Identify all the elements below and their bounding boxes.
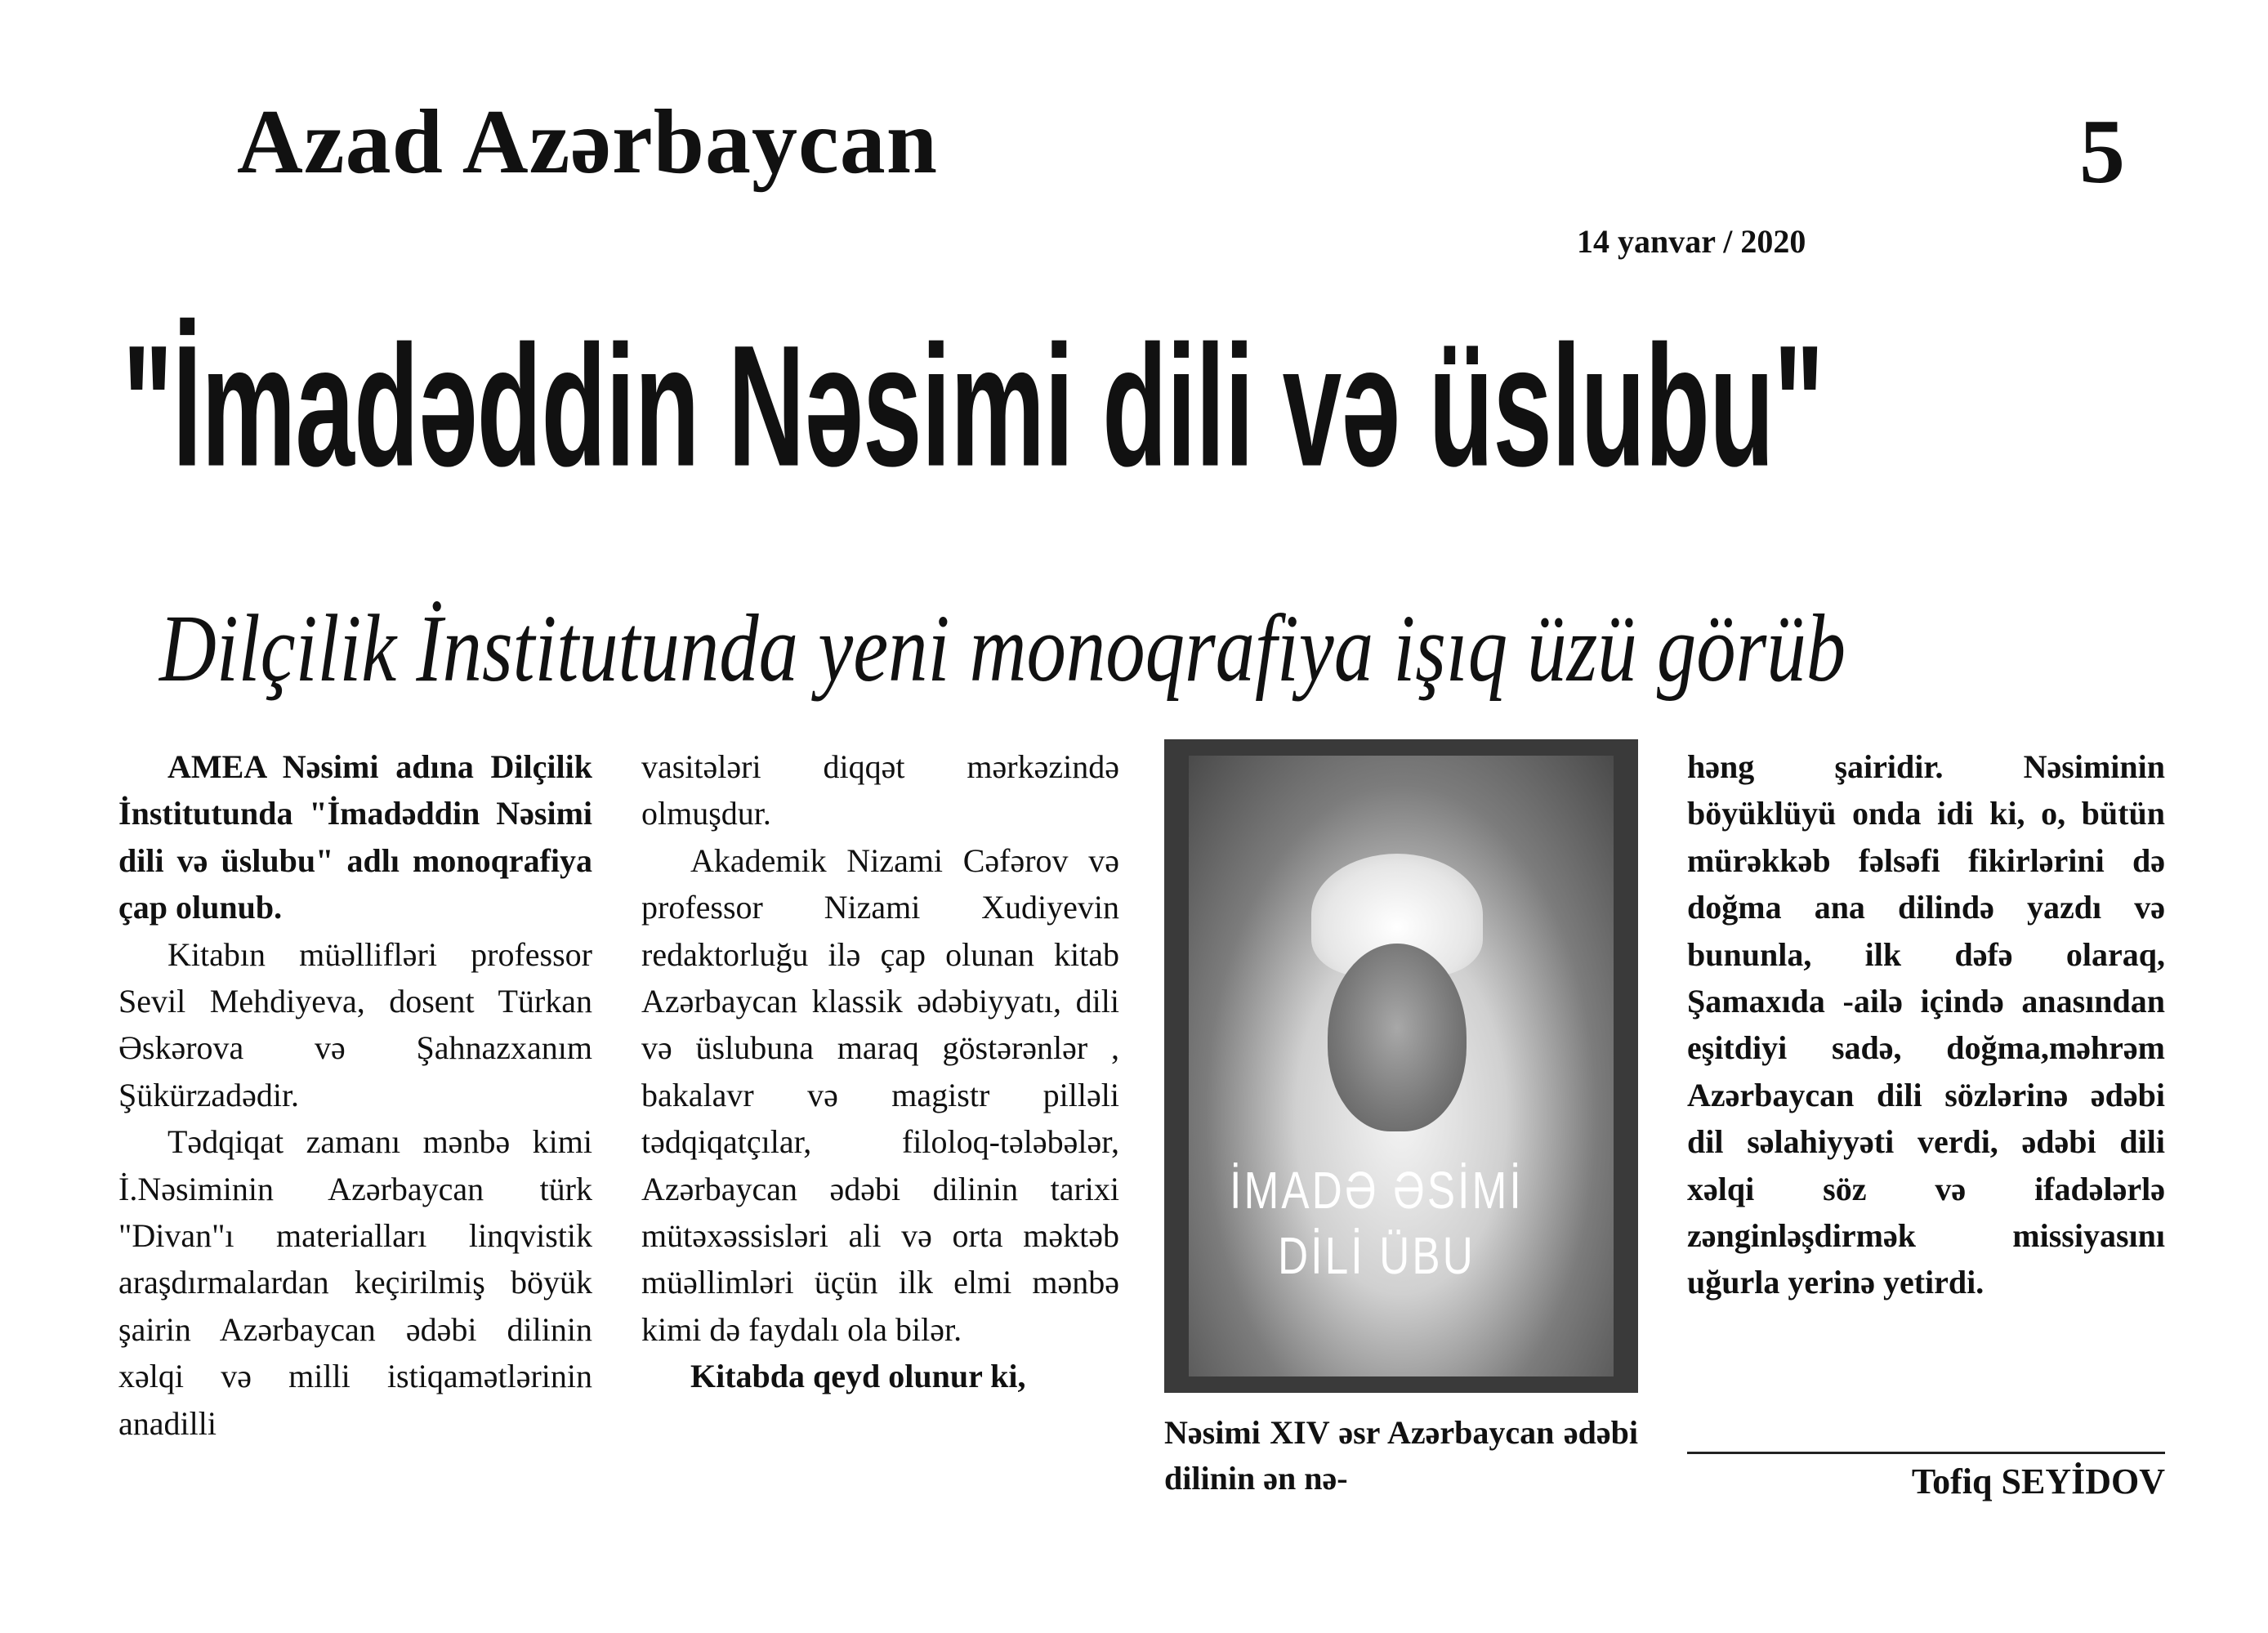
body-paragraph: Kitabda qeyd olunur ki,	[690, 1358, 1026, 1395]
signature-rule	[1687, 1452, 2165, 1454]
body-paragraph: vasitələri diqqət mərkəzində olmuşdur.	[641, 748, 1119, 832]
article-column-4	[1687, 743, 2165, 1306]
body-paragraph: Kitabın müəllifləri professor Sevil Mehdiyeva, dosent Türkan Əskərova və Şahnazxanım Şükürzadədir.	[118, 935, 592, 1113]
author-signature: Tofiq SEYİDOV	[1911, 1461, 2165, 1501]
body-paragraph: Akademik Nizami Cəfərov və professor Nizami Xudiyevin redaktorluğu ilə çap olunan kitab Azərbaycan klassik ədəbiyyatı, dili və üslubuna maraq göstərənlər , bakalavr və magistr pilləli tədqiqatçılar, filoloq-tələbələr, Azərbaycan ədəbi dilinin tarixi mütəxəssisləri ali və orta məktəb müəllimləri üçün ilk elmi mənbə kimi də faydalı ola bilər.	[641, 841, 1119, 1348]
poet-portrait	[1328, 944, 1467, 1131]
article-column-1	[118, 743, 592, 1447]
page-number: 5	[2079, 101, 2125, 203]
article-column-2	[641, 743, 1119, 1400]
body-paragraph: həng şairidir. Nəsiminin böyüklüyü onda idi ki, o, bütün mürəkkəb fəlsəfi fikirlərini də doğma ana dilində yazdı və bununla, ilk dəfə olaraq, Şamaxıda -ailə içində anasından eşitdiyi sadə, doğma,məhrəm Azərbaycan dili sözlərinə ədəbi dil səlahiyyəti verdi, ədəbi dili xəlqi söz və ifadələrlə zənginləşdirmək missiyasını uğurla yerinə yetirdi.	[1687, 748, 2165, 1301]
lead-paragraph: AMEA Nəsimi adına Dilçilik İnstitutunda "İmadəddin Nəsimi dili və üslubu" adlı monoqrafiya çap olunub.	[118, 748, 592, 926]
issue-date: 14 yanvar / 2020	[1577, 223, 1806, 260]
article-subheadline: Dilçilik İnstitutunda yeni monoqrafiya işıq üzü görüb	[159, 595, 1846, 702]
article-headline: "İmadəddin Nəsimi dili və üslubu"	[123, 310, 1824, 503]
cover-title-line-1: İMADƏ ƏSİMİ	[1230, 1161, 1524, 1220]
body-paragraph: Tədqiqat zamanı mənbə kimi İ.Nəsiminin Azərbaycan türk "Divan"ı materialları linqvistik araşdırmalardan keçirilmiş böyük şairin Azərbaycan ədəbi dilinin xəlqi və milli istiqamətlərinin anadilli	[118, 1123, 592, 1442]
book-cover-photo	[1164, 739, 1638, 1393]
cover-title-line-2: DİLİ ÜBU	[1278, 1226, 1476, 1285]
masthead: Azad Azərbaycan	[237, 91, 939, 193]
photo-caption: Nəsimi XIV əsr Azərbaycan ədəbi dilinin ən nə-	[1164, 1414, 1638, 1497]
